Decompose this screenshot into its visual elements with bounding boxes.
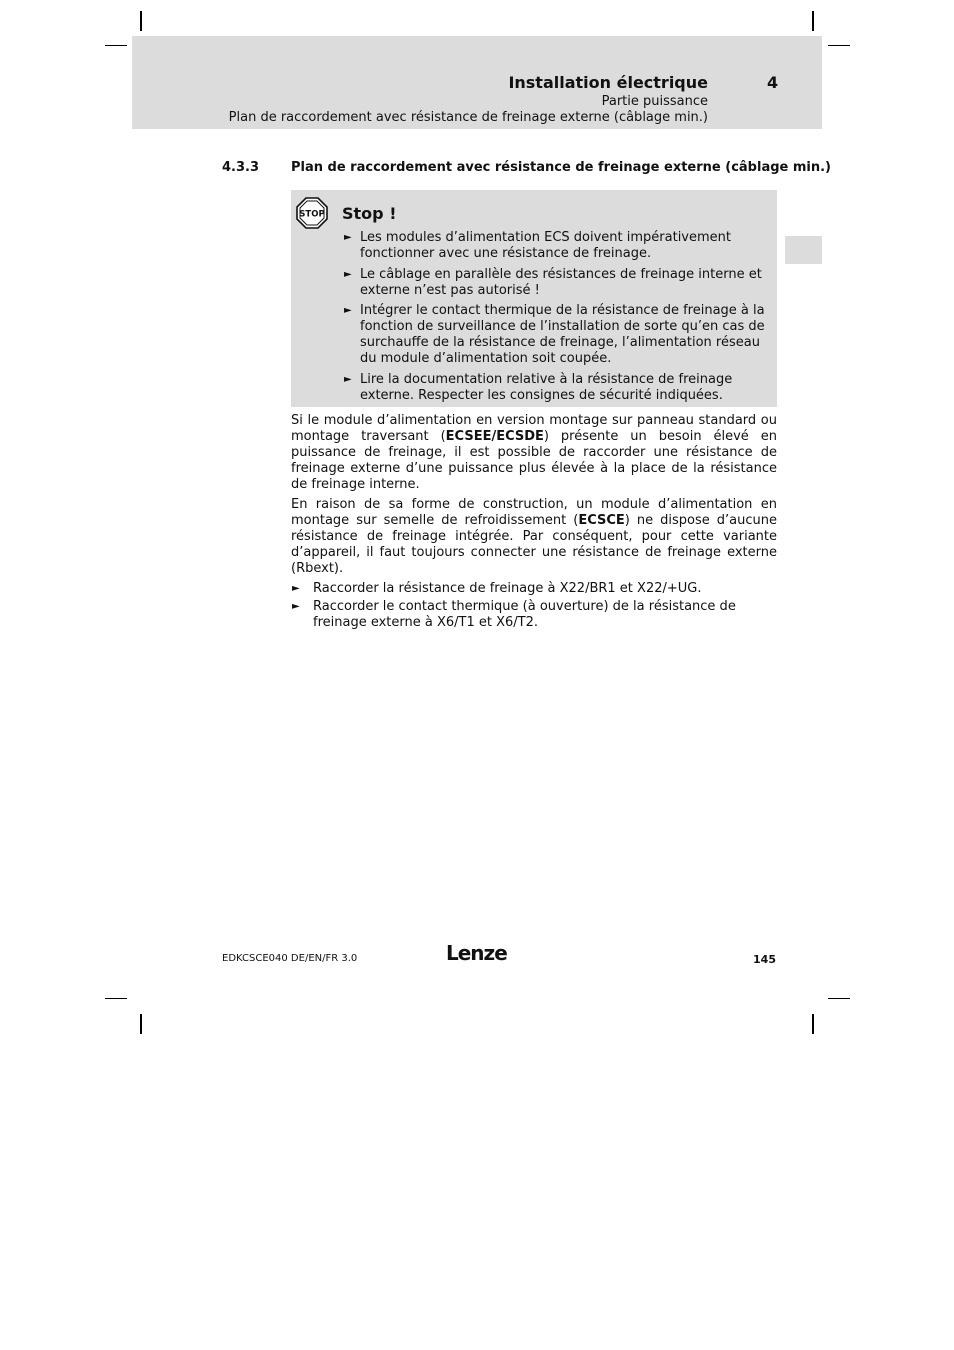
chapter-subtitle-2: Plan de raccordement avec résistance de freinage externe (câblage min.) bbox=[228, 110, 708, 125]
stop-sign-icon bbox=[296, 197, 328, 229]
crop-mark bbox=[140, 11, 142, 31]
section-number: 4.3.3 bbox=[222, 160, 260, 175]
bullet-triangle-icon: ► bbox=[292, 601, 300, 612]
chapter-side-tab bbox=[785, 236, 822, 264]
instruction-item: ► Raccorder la résistance de freinage à X22/BR1 et X22/+UG. bbox=[292, 581, 702, 596]
paragraph: Si le module d’alimentation en version montage sur panneau standard ou montage traversant (ECSEE/ECSDE) présente un besoin élevé en puissance de freinage, il est possible de raccorder une résistance de freinage externe d’une puissance plus élevée à la place de la résistance de freinage interne. bbox=[291, 413, 777, 492]
bullet-triangle-icon: ► bbox=[344, 305, 352, 316]
stop-list-item: ► Lire la documentation relative à la résistance de freinage externe. Respecter les consignes de sécurité indiquées. bbox=[344, 371, 733, 403]
stop-list-item: ► Intégrer le contact thermique de la résistance de freinage à la fonction de surveillance de l’installation de sorte qu’en cas de surchauffe de la résistance de freinage, l’alimentation réseau du module d’alimentation soit coupée. bbox=[344, 303, 765, 366]
crop-mark bbox=[140, 1014, 142, 1034]
stop-list-item: ► Le câblage en parallèle des résistances de freinage interne et externe n’est pas autorisé ! bbox=[344, 266, 762, 298]
footer-doc-id: EDKCSCE040 DE/EN/FR 3.0 bbox=[222, 953, 358, 964]
instruction-list bbox=[291, 581, 777, 631]
crop-mark bbox=[105, 45, 127, 46]
paragraph: En raison de sa forme de construction, un module d’alimentation en montage sur semelle de refroidissement (ECSCE) ne dispose d’aucune résistance de freinage intégrée. Par conséquent, pour cette variante d’appareil, il faut toujours connecter une résistance de freinage externe (Rbext). bbox=[291, 497, 777, 576]
chapter-number: 4 bbox=[767, 73, 779, 92]
chapter-subtitle: Partie puissance bbox=[601, 94, 708, 109]
stop-list bbox=[344, 230, 772, 408]
crop-mark bbox=[105, 998, 127, 999]
crop-mark bbox=[828, 45, 850, 46]
instruction-item: ► Raccorder le contact thermique (à ouverture) de la résistance de freinage externe à X6/T1 et X6/T2. bbox=[292, 599, 736, 630]
body-text bbox=[291, 413, 777, 633]
crop-mark bbox=[812, 11, 814, 31]
stop-list-item: ► Les modules d’alimentation ECS doivent impérativement fonctionner avec une résistance de freinage. bbox=[344, 230, 732, 261]
section-title: Plan de raccordement avec résistance de freinage externe (câblage min.) bbox=[291, 160, 831, 175]
page-number: 145 bbox=[753, 953, 776, 966]
bullet-triangle-icon: ► bbox=[292, 583, 300, 594]
bullet-triangle-icon: ► bbox=[344, 268, 352, 280]
lenze-logo: Lenze bbox=[446, 941, 507, 965]
bullet-triangle-icon: ► bbox=[344, 232, 352, 243]
stop-icon-text: STOP bbox=[299, 209, 325, 220]
crop-mark bbox=[812, 1014, 814, 1034]
stop-heading: Stop ! bbox=[342, 204, 397, 223]
bullet-triangle-icon: ► bbox=[344, 373, 352, 385]
crop-mark bbox=[828, 998, 850, 999]
chapter-title: Installation électrique bbox=[508, 73, 708, 92]
